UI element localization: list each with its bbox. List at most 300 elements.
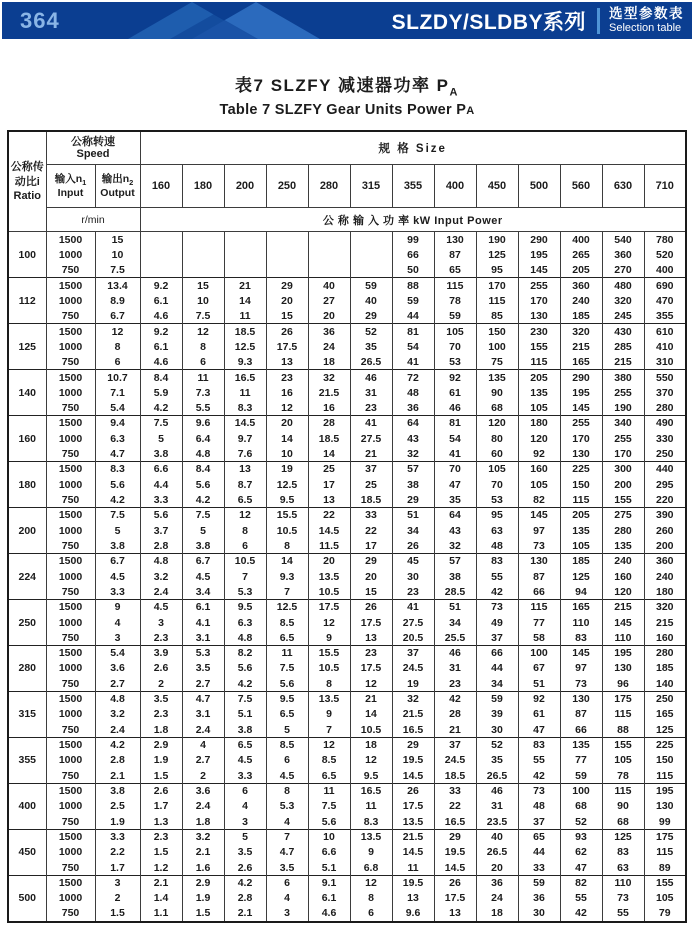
- power-value: 19.5: [392, 753, 434, 768]
- table-row: [8, 324, 686, 339]
- power-value: 99: [392, 232, 434, 247]
- power-value: 255: [518, 278, 560, 293]
- power-value: 8.5: [266, 615, 308, 630]
- banner-subtitle-cn: 选型参数表: [609, 6, 684, 22]
- power-value: 16: [308, 401, 350, 416]
- table-row: [8, 630, 686, 645]
- power-value: 205: [560, 263, 602, 278]
- power-value: 18.5: [434, 768, 476, 783]
- power-value: 180: [518, 416, 560, 431]
- power-value: 250: [644, 692, 686, 707]
- power-value: 46: [434, 401, 476, 416]
- power-value: 240: [644, 569, 686, 584]
- power-value: 1.4: [140, 891, 182, 906]
- power-value: 47: [434, 477, 476, 492]
- power-value: 5.9: [140, 385, 182, 400]
- power-value: 10.5: [308, 661, 350, 676]
- power-value: 92: [518, 692, 560, 707]
- size-column-header: 710: [644, 165, 686, 208]
- power-value: 65: [518, 830, 560, 845]
- power-value: 4.5: [224, 753, 266, 768]
- power-value: 115: [560, 492, 602, 507]
- power-value: 19: [392, 676, 434, 691]
- power-value: 185: [644, 661, 686, 676]
- power-value: 5.5: [182, 401, 224, 416]
- power-value: 68: [560, 799, 602, 814]
- power-value: 41: [434, 446, 476, 461]
- power-value: 330: [644, 431, 686, 446]
- table-row: [8, 784, 686, 799]
- power-value: 12: [350, 676, 392, 691]
- power-value: 9.5: [266, 492, 308, 507]
- power-value: 6: [182, 355, 224, 370]
- power-value: 35: [434, 492, 476, 507]
- power-value: 105: [476, 462, 518, 477]
- power-value: 11: [182, 370, 224, 385]
- output-speed-value: 12: [95, 324, 140, 339]
- table-row: [8, 646, 686, 661]
- power-value: 150: [560, 477, 602, 492]
- power-value: 185: [560, 309, 602, 324]
- power-value: 4.6: [308, 906, 350, 921]
- power-value: 37: [518, 814, 560, 829]
- power-value: 30: [392, 569, 434, 584]
- power-value: 73: [518, 784, 560, 799]
- banner-subtitle-en: Selection table: [609, 21, 682, 34]
- power-value: 46: [476, 784, 518, 799]
- power-value: 160: [644, 630, 686, 645]
- power-value: 135: [476, 370, 518, 385]
- input-speed-value: 1000: [46, 845, 95, 860]
- power-value: 25.5: [434, 630, 476, 645]
- power-value: 155: [644, 876, 686, 891]
- power-value: 22: [350, 523, 392, 538]
- size-column-header: 160: [140, 165, 182, 208]
- power-value: 24.5: [392, 661, 434, 676]
- power-value: 55: [560, 891, 602, 906]
- power-value: 68: [602, 814, 644, 829]
- power-value: 15.5: [308, 646, 350, 661]
- power-value: 4.7: [266, 845, 308, 860]
- banner-chevron-decoration: [110, 2, 320, 39]
- power-value: 2.4: [140, 584, 182, 599]
- power-value: 2.8: [140, 538, 182, 553]
- power-value: 400: [644, 263, 686, 278]
- power-value: 145: [560, 401, 602, 416]
- power-value: 66: [392, 247, 434, 262]
- power-value: [266, 232, 308, 247]
- power-value: 8.5: [266, 738, 308, 753]
- table-row: [8, 385, 686, 400]
- output-speed-value: 3.3: [95, 830, 140, 845]
- power-value: 93: [560, 830, 602, 845]
- table-row: [8, 370, 686, 385]
- power-value: 205: [560, 508, 602, 523]
- power-value: 92: [434, 370, 476, 385]
- power-value: 8: [266, 538, 308, 553]
- input-header-cn: 输入n: [54, 173, 83, 186]
- power-value: 17.5: [350, 615, 392, 630]
- power-value: 13: [350, 630, 392, 645]
- power-value: 2: [182, 768, 224, 783]
- power-value: 100: [518, 646, 560, 661]
- power-value: 240: [602, 554, 644, 569]
- power-value: 120: [602, 584, 644, 599]
- power-value: 73: [602, 891, 644, 906]
- power-value: 2.7: [182, 753, 224, 768]
- table-row: [8, 492, 686, 507]
- power-value: 58: [518, 630, 560, 645]
- power-value: 70: [476, 477, 518, 492]
- ratio-value: 280: [8, 646, 46, 692]
- power-value: 14.5: [392, 845, 434, 860]
- power-value: 14: [308, 446, 350, 461]
- output-speed-value: 10.7: [95, 370, 140, 385]
- power-value: 36: [392, 401, 434, 416]
- power-value: 51: [434, 600, 476, 615]
- power-value: 130: [602, 661, 644, 676]
- power-value: 59: [560, 768, 602, 783]
- power-value: 5.3: [266, 799, 308, 814]
- header-row-3: [8, 208, 686, 232]
- power-value: 16.5: [350, 784, 392, 799]
- ratio-value: 250: [8, 600, 46, 646]
- size-column-header: 200: [224, 165, 266, 208]
- power-value: 22: [434, 799, 476, 814]
- power-value: 225: [644, 738, 686, 753]
- input-speed-value: 1500: [46, 370, 95, 385]
- power-value: 6.5: [224, 492, 266, 507]
- power-value: 9.5: [350, 768, 392, 783]
- power-value: 80: [476, 431, 518, 446]
- power-value: 13.5: [350, 830, 392, 845]
- table-row: [8, 906, 686, 921]
- power-value: 3: [266, 906, 308, 921]
- power-value: 5.6: [266, 676, 308, 691]
- power-value: 8: [182, 339, 224, 354]
- power-value: 8.4: [182, 462, 224, 477]
- power-value: 41: [392, 355, 434, 370]
- power-value: 115: [644, 768, 686, 783]
- power-value: 37: [476, 630, 518, 645]
- power-value: 14: [266, 554, 308, 569]
- power-value: 4: [266, 891, 308, 906]
- power-value: 32: [434, 538, 476, 553]
- input-speed-value: 750: [46, 768, 95, 783]
- power-value: 3.5: [266, 860, 308, 875]
- power-value: 26.5: [350, 355, 392, 370]
- power-value: 190: [476, 232, 518, 247]
- power-value: 105: [560, 538, 602, 553]
- output-header-cn: 输出n: [101, 173, 130, 186]
- output-speed-value: 10: [95, 247, 140, 262]
- power-value: 290: [560, 370, 602, 385]
- power-value: 11: [350, 799, 392, 814]
- power-value: 9.2: [140, 324, 182, 339]
- power-value: 4.2: [224, 876, 266, 891]
- power-value: 16: [266, 385, 308, 400]
- input-speed-column-header: [46, 165, 95, 208]
- power-value: 320: [560, 324, 602, 339]
- power-value: 360: [644, 554, 686, 569]
- power-value: 21.5: [392, 830, 434, 845]
- power-value: 3.5: [140, 692, 182, 707]
- power-value: 6.1: [182, 600, 224, 615]
- power-value: 12.5: [266, 477, 308, 492]
- power-value: 1.8: [182, 814, 224, 829]
- table-row: [8, 538, 686, 553]
- input-speed-value: 750: [46, 860, 95, 875]
- power-value: 36: [476, 876, 518, 891]
- power-value: [182, 263, 224, 278]
- power-value: 83: [518, 738, 560, 753]
- power-value: 1.5: [140, 845, 182, 860]
- catalog-page: [0, 2, 694, 928]
- power-value: 300: [602, 462, 644, 477]
- table-row: [8, 554, 686, 569]
- power-value: 7.5: [266, 661, 308, 676]
- power-value: 29: [266, 278, 308, 293]
- power-value: 6: [266, 753, 308, 768]
- power-value: 20: [350, 569, 392, 584]
- power-value: [266, 247, 308, 262]
- power-value: 490: [644, 416, 686, 431]
- input-speed-value: 1000: [46, 707, 95, 722]
- power-value: 255: [602, 385, 644, 400]
- power-value: 125: [644, 722, 686, 737]
- power-value: 4.2: [182, 492, 224, 507]
- input-speed-value: 750: [46, 538, 95, 553]
- power-value: 6.6: [308, 845, 350, 860]
- table-row: [8, 309, 686, 324]
- power-value: 3.2: [140, 569, 182, 584]
- power-value: 115: [434, 278, 476, 293]
- power-value: 200: [644, 538, 686, 553]
- output-speed-value: 5.4: [95, 646, 140, 661]
- table-row: [8, 247, 686, 262]
- power-value: 195: [644, 784, 686, 799]
- output-speed-value: 8.3: [95, 462, 140, 477]
- power-value: 2.6: [140, 784, 182, 799]
- power-value: 11.5: [308, 538, 350, 553]
- table-title-en-subscript: A: [466, 105, 475, 118]
- power-value: 99: [644, 814, 686, 829]
- power-value: 4: [224, 799, 266, 814]
- power-value: 25: [308, 462, 350, 477]
- power-value: 30: [476, 722, 518, 737]
- power-value: 12.5: [224, 339, 266, 354]
- speed-group-header: [46, 131, 140, 165]
- output-speed-value: 2.1: [95, 768, 140, 783]
- input-speed-value: 750: [46, 906, 95, 921]
- output-speed-value: 2.7: [95, 676, 140, 691]
- power-value: 18: [350, 738, 392, 753]
- input-speed-value: 1000: [46, 615, 95, 630]
- power-value: 8: [350, 891, 392, 906]
- power-value: 105: [602, 753, 644, 768]
- power-value: 2.3: [140, 630, 182, 645]
- power-value: 42: [518, 768, 560, 783]
- output-speed-value: 4.2: [95, 492, 140, 507]
- power-value: 390: [644, 508, 686, 523]
- power-value: 17.5: [266, 339, 308, 354]
- power-value: [140, 232, 182, 247]
- power-value: 33: [518, 860, 560, 875]
- power-value: 15: [266, 309, 308, 324]
- power-value: 18.5: [350, 492, 392, 507]
- power-value: 87: [560, 707, 602, 722]
- power-value: [266, 263, 308, 278]
- size-group-header: 规 格 Size: [140, 131, 686, 165]
- ratio-value: 200: [8, 508, 46, 554]
- output-speed-value: 1.9: [95, 814, 140, 829]
- power-value: 23: [434, 676, 476, 691]
- input-speed-value: 1000: [46, 247, 95, 262]
- power-value: 12: [350, 876, 392, 891]
- power-value: 140: [644, 676, 686, 691]
- power-value: 40: [476, 830, 518, 845]
- power-value: 66: [560, 722, 602, 737]
- power-value: 87: [434, 247, 476, 262]
- power-value: 295: [644, 477, 686, 492]
- power-value: 78: [434, 293, 476, 308]
- power-value: 14.5: [434, 860, 476, 875]
- ratio-value: 400: [8, 784, 46, 830]
- power-value: 24.5: [434, 753, 476, 768]
- ratio-value: 315: [8, 692, 46, 738]
- table-row: [8, 401, 686, 416]
- table-row: [8, 477, 686, 492]
- power-value: 170: [560, 431, 602, 446]
- power-value: 90: [476, 385, 518, 400]
- power-value: 145: [560, 646, 602, 661]
- power-value: 34: [434, 615, 476, 630]
- power-value: 3.5: [224, 845, 266, 860]
- power-value: 13.5: [308, 692, 350, 707]
- power-value: 12: [182, 324, 224, 339]
- power-value: 165: [644, 707, 686, 722]
- table-title-en: [0, 102, 694, 118]
- output-speed-value: 6.7: [95, 554, 140, 569]
- power-value: 470: [644, 293, 686, 308]
- table-row: [8, 355, 686, 370]
- table-row: [8, 523, 686, 538]
- power-value: 8: [308, 676, 350, 691]
- power-value: 4: [266, 814, 308, 829]
- output-speed-column-header: [95, 165, 140, 208]
- power-value: 53: [476, 492, 518, 507]
- power-value: 130: [434, 232, 476, 247]
- input-speed-value: 1000: [46, 569, 95, 584]
- power-value: [182, 247, 224, 262]
- power-value: 130: [518, 554, 560, 569]
- power-value: 52: [476, 738, 518, 753]
- size-column-header: 630: [602, 165, 644, 208]
- power-value: 29: [350, 309, 392, 324]
- output-speed-value: 2.2: [95, 845, 140, 860]
- input-speed-value: 1500: [46, 508, 95, 523]
- power-value: 18: [476, 906, 518, 921]
- power-value: 5.1: [224, 707, 266, 722]
- table-row: [8, 416, 686, 431]
- power-value: 83: [476, 554, 518, 569]
- power-value: 3.8: [224, 722, 266, 737]
- speed-unit-header: r/min: [46, 208, 140, 232]
- power-value: 3.3: [224, 768, 266, 783]
- power-value: 81: [434, 416, 476, 431]
- power-value: 5.6: [224, 661, 266, 676]
- power-value: 4: [182, 738, 224, 753]
- power-value: 170: [476, 278, 518, 293]
- power-value: 38: [392, 477, 434, 492]
- table-row: [8, 676, 686, 691]
- input-header-subscript: 1: [82, 178, 87, 188]
- power-value: 360: [602, 247, 644, 262]
- power-value: 38: [434, 569, 476, 584]
- input-speed-value: 1000: [46, 799, 95, 814]
- power-value: 5: [266, 722, 308, 737]
- power-value: 55: [602, 906, 644, 921]
- power-value: 3.4: [182, 584, 224, 599]
- power-value: 29: [434, 830, 476, 845]
- input-speed-value: 1000: [46, 385, 95, 400]
- power-value: 41: [392, 600, 434, 615]
- power-value: 6.4: [182, 431, 224, 446]
- power-value: 66: [476, 646, 518, 661]
- size-column-header: 315: [350, 165, 392, 208]
- power-value: 63: [602, 860, 644, 875]
- size-column-header: 450: [476, 165, 518, 208]
- power-value: 17.5: [392, 799, 434, 814]
- power-value: 14.5: [392, 768, 434, 783]
- output-speed-value: 3.8: [95, 784, 140, 799]
- power-value: 440: [644, 462, 686, 477]
- power-value: 26: [392, 784, 434, 799]
- power-value: 54: [434, 431, 476, 446]
- power-value: 8.2: [224, 646, 266, 661]
- power-value: 1.2: [140, 860, 182, 875]
- ratio-value: 125: [8, 324, 46, 370]
- power-value: 59: [434, 309, 476, 324]
- power-value: 13: [224, 462, 266, 477]
- input-speed-value: 1000: [46, 339, 95, 354]
- input-speed-value: 750: [46, 446, 95, 461]
- power-value: 57: [434, 554, 476, 569]
- input-speed-value: 750: [46, 676, 95, 691]
- power-value: 7.5: [308, 799, 350, 814]
- power-value: 6: [224, 784, 266, 799]
- output-speed-value: 4.7: [95, 446, 140, 461]
- table-row: [8, 722, 686, 737]
- table-row: [8, 860, 686, 875]
- output-speed-value: 7.5: [95, 263, 140, 278]
- table-row: [8, 278, 686, 293]
- table-row: [8, 891, 686, 906]
- table-row: [8, 692, 686, 707]
- ratio-header-line1: 公称传: [10, 161, 44, 174]
- input-speed-value: 1500: [46, 876, 95, 891]
- power-value: 61: [434, 385, 476, 400]
- power-value: 6.3: [224, 615, 266, 630]
- input-speed-value: 1500: [46, 416, 95, 431]
- power-value: 19.5: [392, 876, 434, 891]
- power-value: 15: [350, 584, 392, 599]
- input-speed-value: 750: [46, 355, 95, 370]
- input-speed-value: 1000: [46, 523, 95, 538]
- power-value: 170: [518, 293, 560, 308]
- power-value: 30: [518, 906, 560, 921]
- output-speed-value: 7.5: [95, 508, 140, 523]
